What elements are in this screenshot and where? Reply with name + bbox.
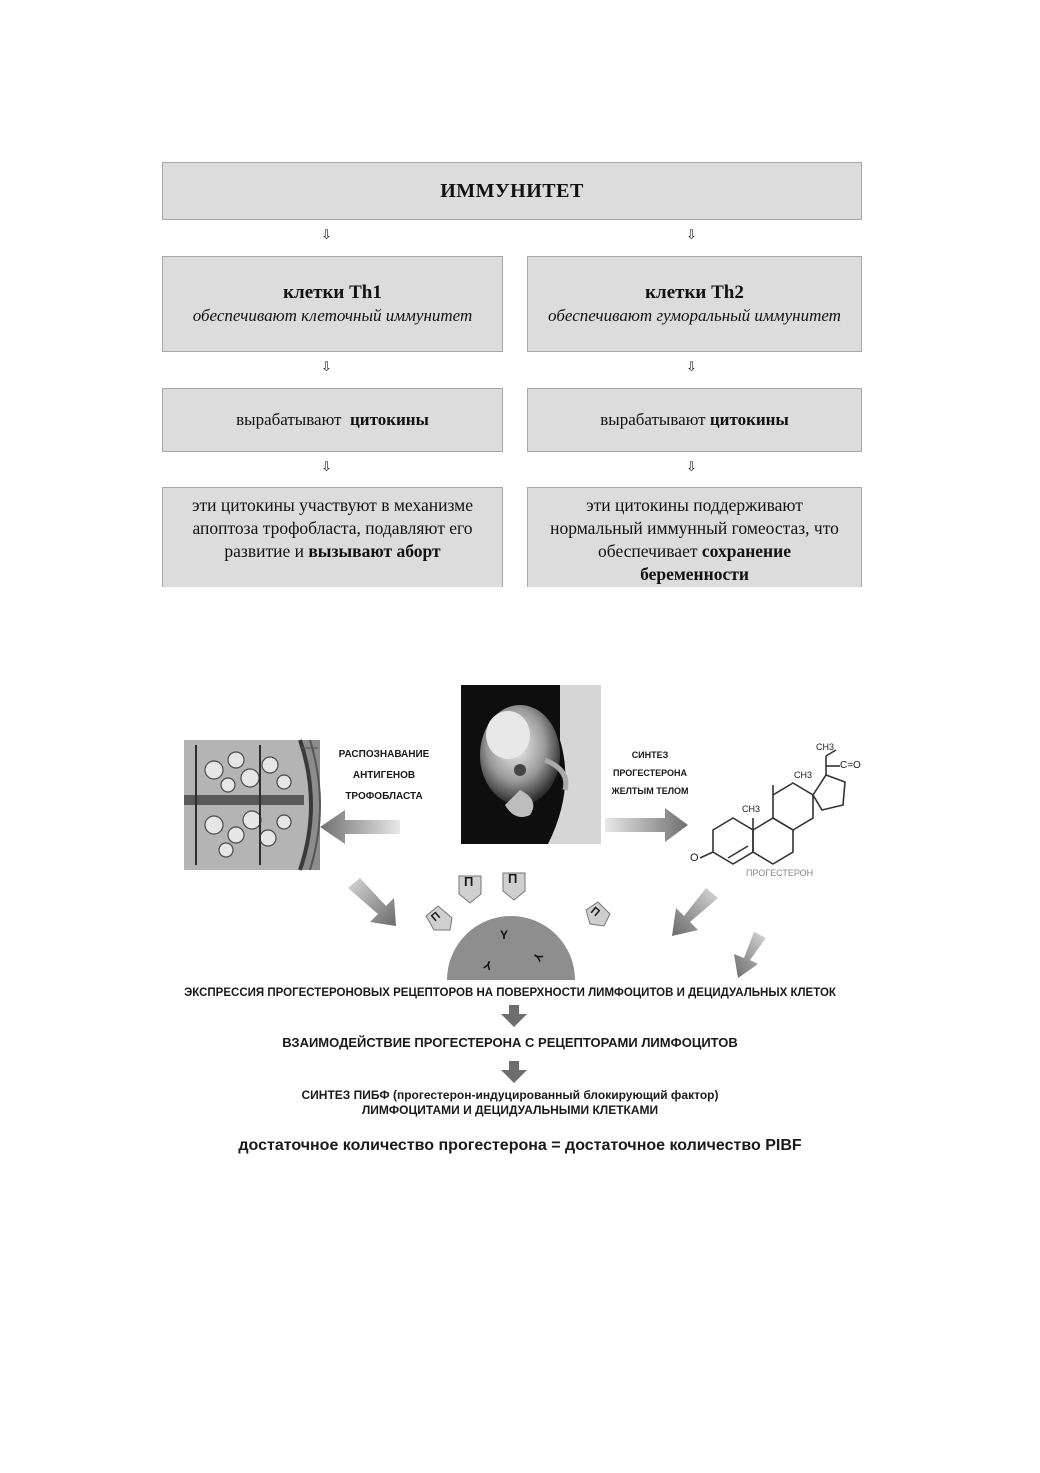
marker-label: П bbox=[588, 904, 602, 920]
chem-ch3-mid: CH3 bbox=[794, 770, 813, 780]
chem-c-o: C=O bbox=[840, 760, 861, 771]
marker-label: П bbox=[464, 874, 474, 889]
immunity-title: ИММУНИТЕТ bbox=[440, 179, 584, 202]
progesterone-label: ПРОГЕСТЕРОН bbox=[746, 868, 814, 878]
th1-effect-bold: вызывают аборт bbox=[308, 541, 441, 561]
step-interaction: ВЗАИМОДЕЙСТВИЕ ПРОГЕСТЕРОНА С РЕЦЕПТОРАМИ ЛИМФОЦИТОВ bbox=[282, 1035, 738, 1050]
th2-produce-text: вырабатывают bbox=[600, 410, 706, 429]
diag-arrow-icon bbox=[348, 878, 396, 926]
th2-effect-bold: сохранение беременности bbox=[640, 541, 791, 584]
conclusion: достаточное количество прогестерона = достаточное количество PIBF bbox=[238, 1137, 802, 1154]
th1-produce-bold: цитокины bbox=[349, 410, 429, 429]
th2-title: клетки Th2 bbox=[645, 282, 744, 303]
receptor-glyph: Y bbox=[500, 928, 509, 942]
recognition-line: РАСПОЗНАВАНИЕ bbox=[338, 749, 430, 760]
step-arrow-icon bbox=[501, 1005, 527, 1027]
down-arrow-icon: ⇩ bbox=[686, 228, 697, 243]
down-arrow-icon: ⇩ bbox=[321, 460, 332, 475]
chem-ch3-top: CH3 bbox=[816, 742, 835, 752]
step-expression: ЭКСПРЕССИЯ ПРОГЕСТЕРОНОВЫХ РЕЦЕПТОРОВ НА ПОВЕРХНОСТИ ЛИМФОЦИТОВ И ДЕЦИДУАЛЬНЫХ КЛЕТОК bbox=[184, 987, 836, 999]
diag-arrow-icon bbox=[734, 932, 766, 978]
th1-produce-text: вырабатывают bbox=[236, 410, 342, 429]
recognition-label bbox=[322, 744, 446, 807]
recognition-line: ТРОФОБЛАСТА bbox=[345, 791, 423, 802]
step-arrow-icon bbox=[501, 1061, 527, 1083]
th2-effect-text: эти цитокины поддерживают нормальный иммунный гомеостаз, что обеспечивает bbox=[550, 495, 839, 561]
th2-subtitle: обеспечивают гуморальный иммунитет bbox=[548, 306, 841, 325]
receptor-glyph: Y bbox=[481, 957, 495, 973]
synthesis-line: ЖЕЛТЫМ ТЕЛОМ bbox=[611, 786, 689, 796]
synthesis-label bbox=[600, 746, 700, 800]
recognition-line: АНТИГЕНОВ bbox=[352, 770, 416, 781]
down-arrow-icon: ⇩ bbox=[686, 460, 697, 475]
progesterone-structure bbox=[700, 750, 845, 864]
embryo-image bbox=[461, 685, 601, 844]
lymphocyte-cell bbox=[447, 916, 575, 980]
diag-arrow-icon bbox=[672, 888, 718, 936]
right-arrow-icon bbox=[605, 808, 688, 842]
th1-subtitle: обеспечивают клеточный иммунитет bbox=[192, 306, 473, 325]
step-synthesis-line: СИНТЕЗ ПИБФ (прогестерон-индуцированный блокирующий фактор) bbox=[301, 1088, 719, 1102]
synthesis-line: ПРОГЕСТЕРОНА bbox=[612, 768, 688, 778]
receptor-glyph: Y bbox=[529, 950, 547, 964]
marker-label: П bbox=[508, 871, 518, 886]
chem-oxygen: O bbox=[690, 852, 699, 864]
marker-label: П bbox=[429, 909, 443, 925]
th2-produce-bold: цитокины bbox=[709, 410, 789, 429]
down-arrow-icon: ⇩ bbox=[686, 360, 697, 375]
down-arrow-icon: ⇩ bbox=[321, 360, 332, 375]
chem-ch3-low: CH3 bbox=[742, 804, 761, 814]
down-arrow-icon: ⇩ bbox=[321, 228, 332, 243]
left-arrow-icon bbox=[320, 810, 400, 844]
th1-effect-text: эти цитокины участвуют в механизме апоптоза трофобласта, подавляют его развитие и bbox=[192, 495, 473, 561]
synthesis-line: СИНТЕЗ bbox=[631, 750, 669, 760]
step-synthesis-line: ЛИМФОЦИТАМИ И ДЕЦИДУАЛЬНЫМИ КЛЕТКАМИ bbox=[361, 1103, 659, 1117]
th1-title: клетки Th1 bbox=[283, 282, 382, 303]
step-synthesis bbox=[150, 1088, 870, 1118]
placenta-image bbox=[184, 740, 320, 870]
